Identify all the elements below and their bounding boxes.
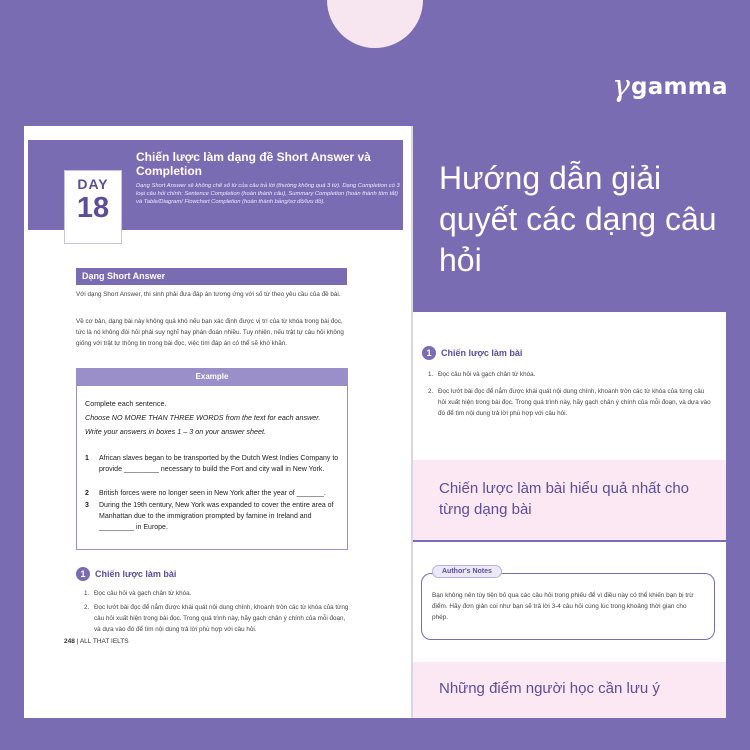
step-text: Đọc câu hỏi và gạch chân từ khóa. [438, 371, 536, 378]
item-text: African slaves began to be transported by the Dutch West Indies Company to provide _________ necessary to build the Fort and city wall in New York. [99, 455, 339, 473]
banner-subtitle: Dạng Short Answer sẽ không chế số từ của câu trả lời (thường không quá 3 từ). Dạng Completion có 3 loại câu hỏi chính: Sentence Completion (hoàn thành câu), Summary Completion (hoàn thành tóm tắt) và Table/Diagram/ Flowchart Completion (hoàn thành bảng/sơ đồ/lưu đồ). [136, 183, 400, 205]
item-text: During the 19th century, New York was expanded to cover the entire area of Manhattan due to the immigration prompted by famine in Ireland and _________ in Europe. [99, 502, 334, 531]
strategy-step [428, 386, 713, 419]
strategy-title: Chiến lược làm bài [95, 569, 177, 579]
step-number: 1. [428, 371, 434, 378]
example-instruction-1: Complete each sentence. [85, 399, 167, 408]
step-number: 2. [84, 604, 90, 611]
authors-notes-tag: Author's Notes [432, 565, 502, 578]
highlight-band [413, 662, 726, 718]
book-title: ALL THAT IELTS [79, 638, 129, 645]
divider [413, 540, 726, 542]
highlight-text: Chiến lược làm bài hiểu quả nhất cho từng dạng bài [439, 480, 690, 518]
brand-logo [612, 69, 728, 104]
example-instruction-2: Choose NO MORE THAN THREE WORDS from the text for each answer. [85, 413, 321, 422]
step-text: Đọc câu hỏi và gạch chân từ khóa. [94, 590, 192, 597]
highlight-band [413, 460, 726, 540]
item-text: British forces were no longer seen in New York after the year of _______. [99, 490, 326, 497]
strategy-step [428, 369, 713, 380]
step-number: 2. [428, 388, 434, 395]
strategy-heading [422, 346, 522, 360]
item-number: 3 [85, 502, 89, 509]
authors-notes-box [421, 573, 715, 640]
item-number: 2 [85, 490, 89, 497]
brand-mark: γ [612, 69, 630, 104]
step-text: Đọc lướt bài đọc để nắm được khái quát nội dung chính, khoanh tròn các từ khóa của từng câu hỏi xuất hiện trong bài đọc. Trong quá trình này, hãy gạch chân ý chính của mỗi đoạn, và dựa vào đó để tìm nội dung trả lời phù hợp với câu hỏi. [94, 604, 349, 633]
strategy-number-icon: 1 [76, 567, 90, 581]
footer-separator: | [76, 638, 79, 645]
intro-paragraph: Với dạng Short Answer, thí sinh phải đưa đáp án tương ứng với số từ theo yêu cầu của đề bài. [76, 291, 341, 298]
highlight-text: Những điểm người học cần lưu ý [439, 680, 660, 697]
day-number: 18 [76, 192, 110, 224]
body-paragraph: Về cơ bản, dạng bài này không quá khó nếu bạn xác định được vị trí của từ khóa trong bài đọc, tức là nó không đòi hỏi phải suy nghĩ hay phán đoán nhiều. Tuy nhiên, nếu trật tự câu hỏi không giống với trật tự thông tin trong bài đọc, việc tìm đáp án có thể sẽ khó khăn. [76, 318, 344, 347]
banner-title: Chiến lược làm dạng đề Short Answer và Completion [136, 150, 371, 178]
section-title: Dạng Short Answer [76, 268, 347, 285]
decorative-circle [327, 0, 423, 48]
strategy-title: Chiến lược làm bài [441, 348, 523, 358]
example-instruction-3: Write your answers in boxes 1 – 3 on your answer sheet. [85, 427, 266, 436]
brand-name: gamma [630, 74, 728, 100]
example-header: Example [77, 369, 347, 386]
right-page [24, 126, 726, 718]
authors-notes-text: Bạn không nên tùy tiện bỏ qua các câu hỏi trong phiếu để vì điều này có thể khiến bạn bị trừ điểm. Hãy đơn giản coi như bạn sẽ trả lời 3-4 câu hỏi cùng lúc trong khoảng thời gian cho phép. [432, 592, 694, 621]
item-number: 1 [85, 455, 89, 462]
step-number: 1. [84, 590, 90, 597]
hero-title: Hướng dẫn giải quyết các dạng câu hỏi [439, 160, 717, 278]
strategy-number-icon: 1 [422, 346, 436, 360]
page-number: 248 [64, 638, 75, 645]
hero-panel [413, 126, 726, 312]
step-text: Đọc lướt bài đọc để nắm được khái quát nội dung chính, khoanh tròn các từ khóa của từng câu hỏi xuất hiện trong bài đọc. Trong quá trình này, hãy gạch chân ý chính của mỗi đoạn, và dựa vào đó để tìm nội dung trả lời phù hợp với câu hỏi. [438, 388, 711, 417]
day-label: DAY [77, 176, 109, 192]
